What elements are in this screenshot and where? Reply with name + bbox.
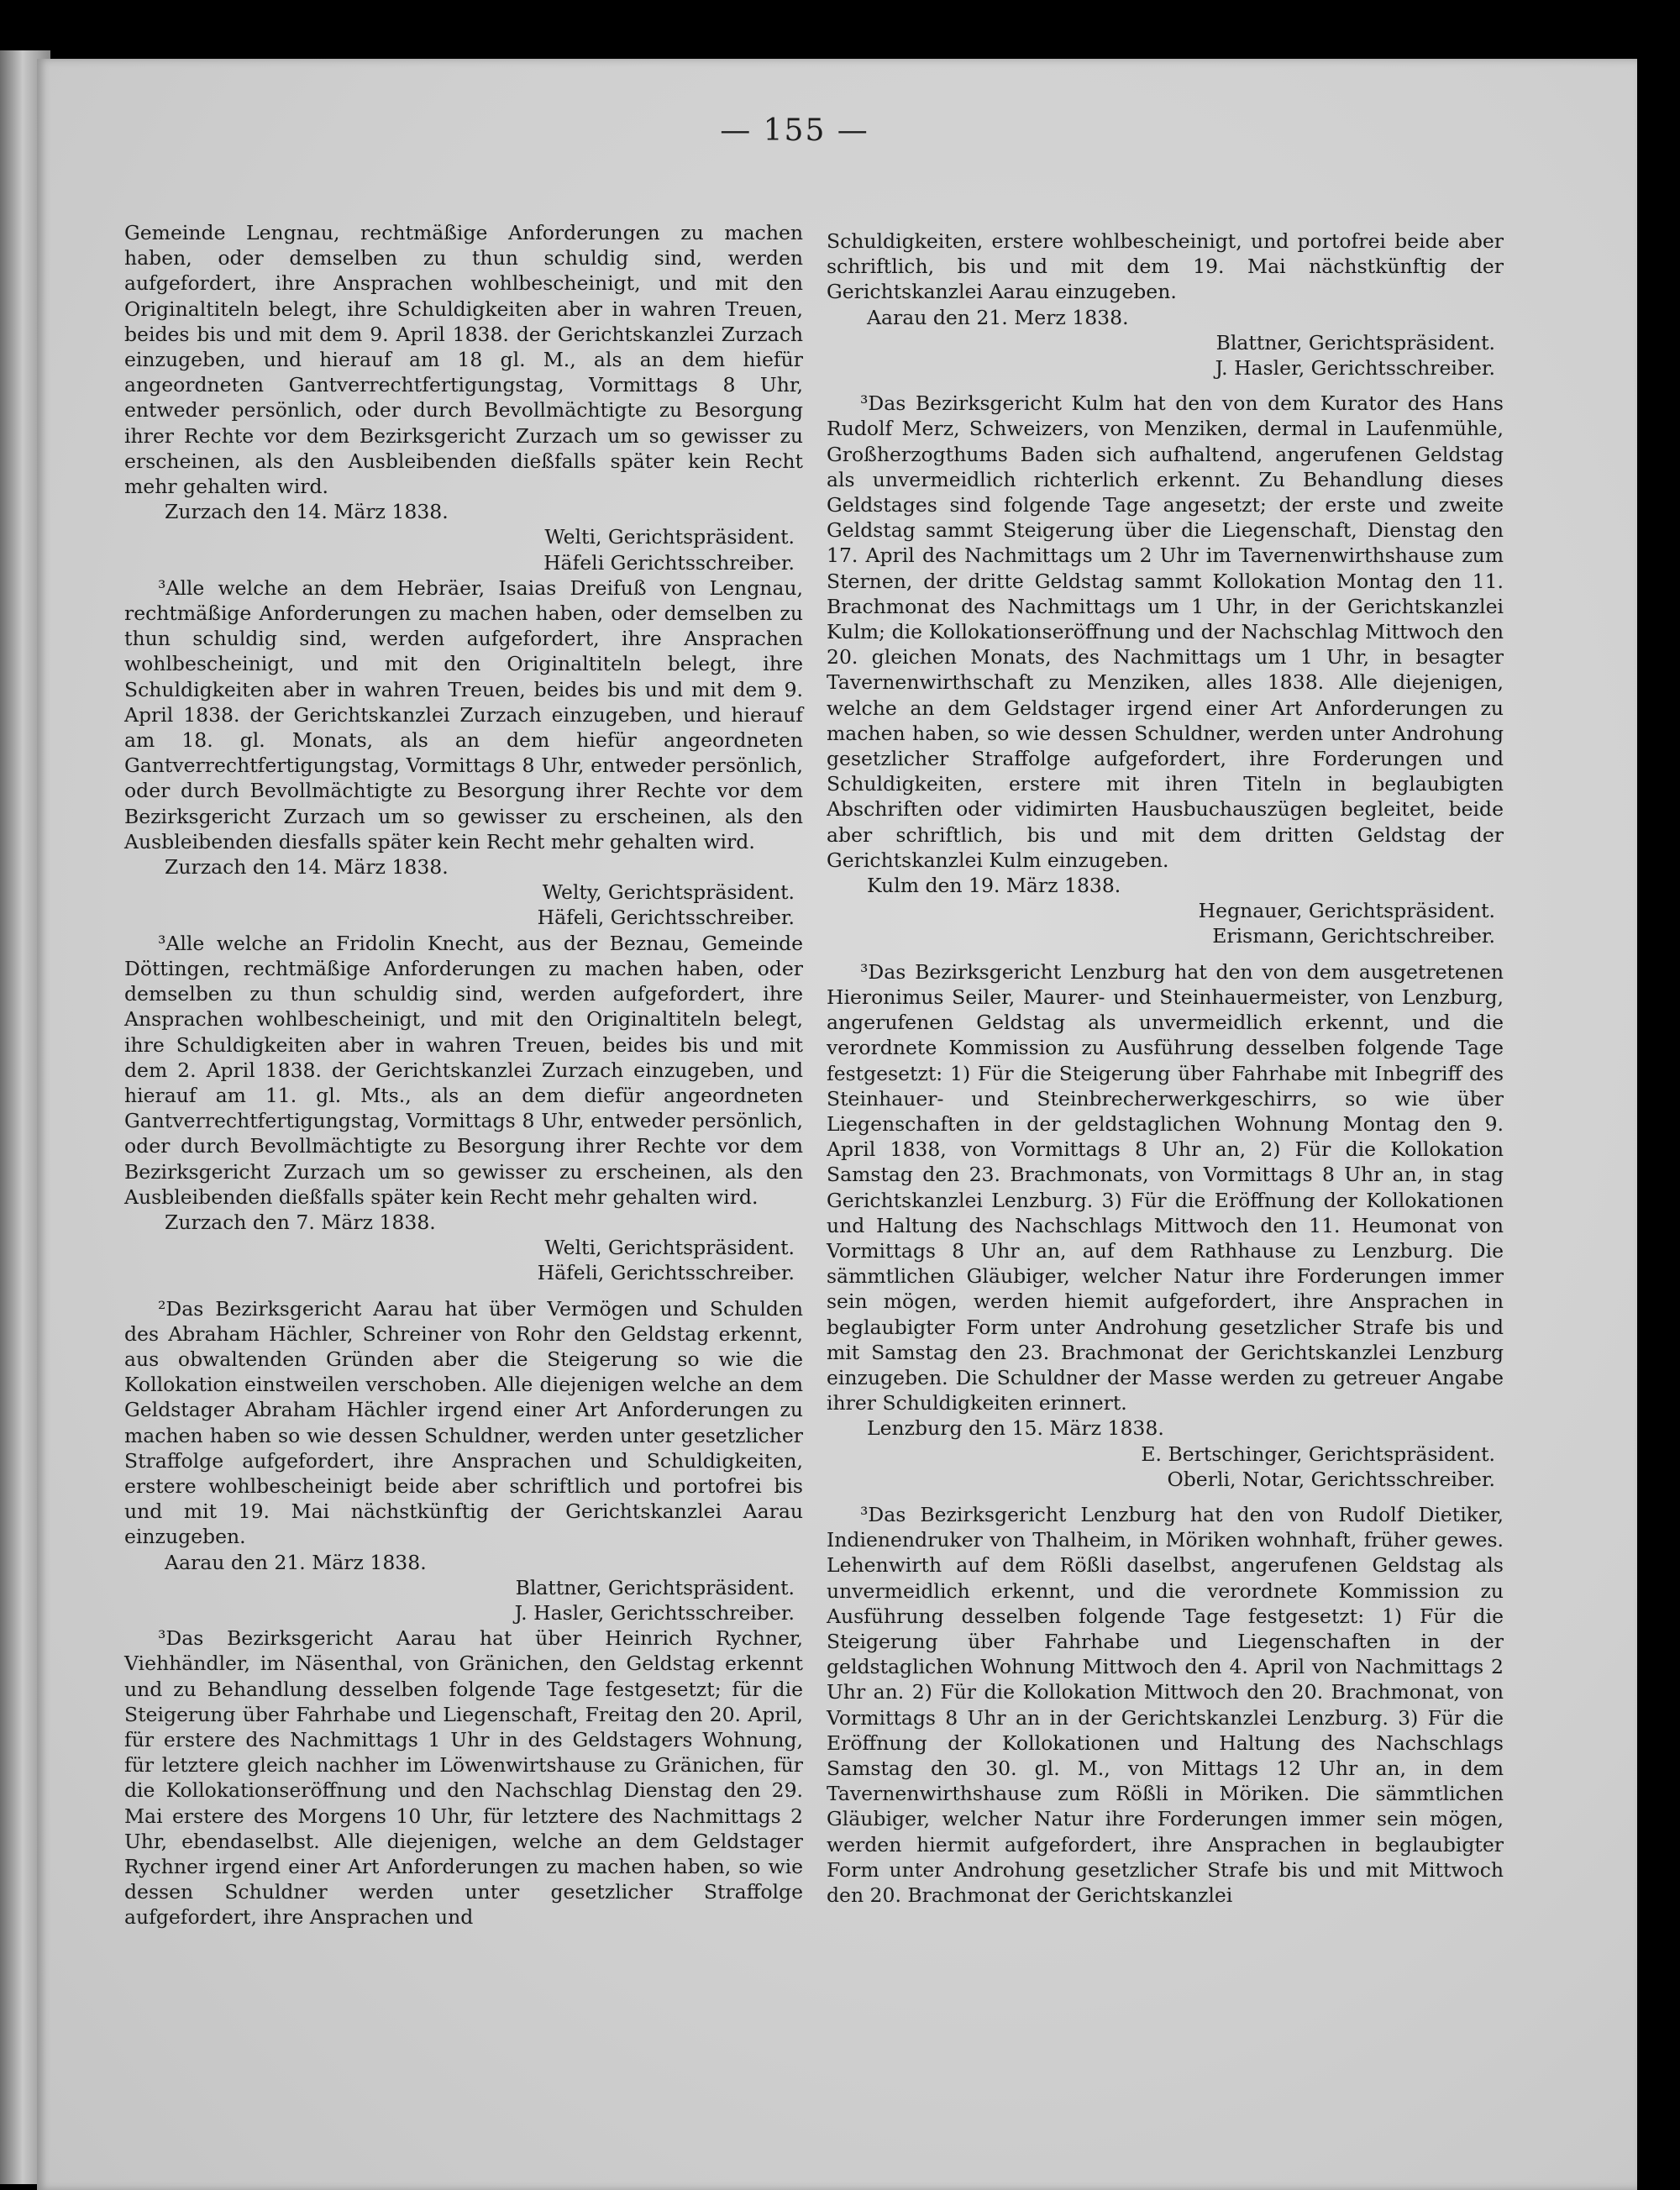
signature-clerk: Oberli, Notar, Gerichtsschreiber. <box>1167 1467 1495 1491</box>
notice-rychner-continued: Schuldigkeiten, erstere wohlbescheinigt, und portofrei beide aber schriftlich, bis und mit dem 19. Mai nächstkünftig der Gerichtskanzlei Aarau einzugeben. <box>827 229 1504 304</box>
notice-knecht: ³Alle welche an Fridolin Knecht, aus der Beznau, Gemeinde Döttingen, rechtmäßige Anforderungen zu machen haben, oder demselben zu thun schuldig sind, werden aufgefordert, ihre Ansprachen wohlbescheinigt, und mit den Originaltiteln belegt, ihre Schuldigkeiten aber in wahren Treuen, beides bis und mit dem 2. April 1838. der Gerichtskanzlei Zurzach einzugeben, und hierauf am 11. gl. Mts., als an dem diefür angeordneten Gantverrechtfertigungstag, Vormittags 8 Uhr, entweder persönlich, oder durch Bevollmächtigte zu Besorgung ihrer Rechte vor dem Bezirksgericht Zurzach um so gewisser zu erscheinen, als den Ausbleibenden dießfalls später kein Recht mehr gehalten wird. <box>124 931 803 1209</box>
left-column <box>124 220 803 1930</box>
signature-clerk: J. Hasler, Gerichtsschreiber. <box>1215 356 1495 381</box>
right-column <box>827 228 1504 1908</box>
signature-president: E. Bertschinger, Gerichtspräsident. <box>1141 1442 1495 1466</box>
notice-date: Lenzburg den 15. März 1838. <box>867 1416 1164 1441</box>
signature-president: Blattner, Gerichtspräsident. <box>515 1575 795 1599</box>
signature-clerk: Häfeli, Gerichtsschreiber. <box>537 906 795 930</box>
notice-date: Zurzach den 14. März 1838. <box>165 500 449 524</box>
signature-president: Welti, Gerichtspräsident. <box>544 1236 795 1260</box>
notice-lengnau-continued: Gemeinde Lengnau, rechtmäßige Anforderungen zu machen haben, oder demselben zu thun schuldig sind, werden aufgefordert, ihre Ansprachen wohlbescheinigt, und mit den Originaltiteln belegt, ihre Schuldigkeiten aber in wahren Treuen, beides bis und mit dem 9. April 1838. der Gerichtskanzlei Zurzach einzugeben, und hierauf am 18 gl. M., als an dem hiefür angeordneten Gantverrechtfertigungstag, Vormittags 8 Uhr, entweder persönlich, oder durch Bevollmächtigte zu Besorgung ihrer Rechte vor dem Bezirksgericht Zurzach um so gewisser zu erscheinen, als den Ausbleibenden dießfalls später kein Recht mehr gehalten wird. <box>124 221 803 499</box>
signature-clerk: Häfeli, Gerichtsschreiber. <box>537 1261 795 1285</box>
notice-date: Aarau den 21. März 1838. <box>165 1550 427 1574</box>
signature-clerk: Häfeli Gerichtsschreiber. <box>543 550 795 575</box>
signature-clerk: J. Hasler, Gerichtsschreiber. <box>514 1600 795 1625</box>
notice-rychner: ³Das Bezirksgericht Aarau hat über Heinrich Rychner, Viehhändler, im Näsenthal, von Gränichen, den Geldstag erkennt und zu Behandlung desselben folgende Tage festgesetzt; für die Steigerung über Fahrhabe und Liegenschaft, Freitag den 20. April, für erstere des Nachmittags 1 Uhr in des Geldstagers Wohnung, für letztere gleich nachher im Löwenwirtshause zu Gränichen, für die Kollokationseröffnung und den Nachschlag Dienstag den 29. Mai erstere des Morgens 10 Uhr, für letztere des Nachmittags 2 Uhr, ebendaselbst. Alle diejenigen, welche an dem Geldstager Rychner irgend einer Art Anforderungen zu machen haben, so wie dessen Schuldner werden unter gesetzlicher Straffolge aufgefordert, ihre Ansprachen und <box>124 1626 803 1930</box>
notice-merz: ³Das Bezirksgericht Kulm hat den von dem Kurator des Hans Rudolf Merz, Schweizers, von Menziken, dermal in Laufenmühle, Großherzogthums Baden sich aufhaltend, angerufenen Geldstag als unvermeidlich richterlich erkennt. Zu Behandlung dieses Geldstages sind folgende Tage angesetzt; der erste und zweite Geldstag sammt Steigerung über die Liegenschaft, Dienstag den 17. April des Nachmittags um 2 Uhr im Tavernenwirthshause zum Sternen, der dritte Geldstag sammt Kollokation Montag den 11. Brachmonat des Nachmittags um 1 Uhr, in der Gerichtskanzlei Kulm; die Kollokationseröffnung und der Nachschlag Mittwoch den 20. gleichen Monats, des Nachmittags um 1 Uhr, in besagter Tavernenwirthschaft zu Menziken, alles 1838. Alle diejenigen, welche an dem Geldstager irgend einer Art Anforderungen zu machen haben, so wie dessen Schuldner, werden unter Androhung gesetzlicher Straffolge aufgefordert, ihre Forderungen und Schuldigkeiten, erstere mit ihren Titeln in beglaubigten Abschriften oder vidimirten Hausbuchauszügen begleitet, beide aber schriftlich, bis und mit dem dritten Geldstag der Gerichtskanzlei Kulm einzugeben. <box>827 391 1504 872</box>
page-number: — 155 — <box>720 113 869 148</box>
notice-dreifuss: ³Alle welche an dem Hebräer, Isaias Dreifuß von Lengnau, rechtmäßige Anforderungen zu machen haben, oder demselben zu thun schuldig sind, werden aufgefordert, ihre Ansprachen wohlbescheinigt, und mit den Originaltiteln belegt, ihre Schuldigkeiten aber in wahren Treuen, beides bis und mit dem 9. April 1838. der Gerichtskanzlei Zurzach einzugeben, und hierauf am 18. gl. Monats, als an dem hiefür angeordneten Gantverrechtfertigungstag, Vormittags 8 Uhr, entweder persönlich, oder durch Bevollmächtigte zu Besorgung ihrer Rechte vor dem Bezirksgericht Zurzach um so gewisser zu erscheinen, als den Ausbleibenden diesfalls später kein Recht mehr gehalten wird. <box>124 575 803 853</box>
notice-seiler: ³Das Bezirksgericht Lenzburg hat den von dem ausgetretenen Hieronimus Seiler, Maurer- und Steinhauermeister, von Lenzburg, angerufenen Geldstag als unvermeidlich erkennt, und die verordnete Kommission zu Ausführung desselben folgende Tage festgesetzt: 1) Für die Steigerung über Fahrhabe mit Inbegriff des Steinhauer- und Steinbrecherwerkgeschirrs, so wie über Liegenschaften in der geldstaglichen Wohnung Montag den 9. April 1838, von Vormittags 8 Uhr an, 2) Für die Kollokation Samstag den 23. Brachmonats, von Vormittags 8 Uhr an, in stag Gerichtskanzlei Lenzburg. 3) Für die Eröffnung der Kollokationen und Haltung des Nachschlags Mittwoch den 11. Heumonat von Vormittags 8 Uhr an, auf dem Rathhause zu Lenzburg. Die sämmtlichen Gläubiger, welcher Natur ihre Forderungen immer sein mögen, werden hiemit aufgefordert, ihre Ansprachen in beglaubigter Form unter Androhung gesetzlicher Strafe bis und mit Samstag den 23. Brachmonat der Gerichtskanzlei Lenzburg einzugeben. Die Schuldner der Masse werden zu getreuer Angabe ihrer Schuldigkeiten erinnert. <box>827 959 1504 1415</box>
signature-president: Hegnauer, Gerichtspräsident. <box>1198 899 1495 923</box>
signature-president: Welti, Gerichtspräsident. <box>544 525 795 549</box>
signature-president: Welty, Gerichtspräsident. <box>542 880 795 905</box>
notice-date: Zurzach den 14. März 1838. <box>165 855 449 880</box>
notice-dietiker: ³Das Bezirksgericht Lenzburg hat den von Rudolf Dietiker, Indienendruker von Thalheim, in Möriken wohnhaft, früher gewes. Lehenwirth auf dem Rößli daselbst, angerufenen Geldstag als unvermeidlich erkennt, und die verordnete Kommission zu Ausführung desselben folgende Tage festgesetzt: 1) Für die Steigerung über Fahrhabe und Liegenschaften in der geldstaglichen Wohnung Mittwoch den 4. April von Nachmittags 2 Uhr an. 2) Für die Kollokation Mittwoch den 20. Brachmonat, von Vormittags 8 Uhr an in der Gerichtskanzlei Lenzburg. 3) Für die Eröffnung der Kollokationen und Haltung des Nachschlags Samstag den 30. gl. M., von Mittags 12 Uhr an, in dem Tavernenwirthshause zum Rößli in Möriken. Die sämmtlichen Gläubiger, welcher Natur ihre Forderungen immer sein mögen, werden hiermit aufgefordert, ihre Ansprachen in beglaubigter Form unter Androhung gesetzlicher Strafe bis und mit Mittwoch den 20. Brachmonat der Gerichtskanzlei <box>827 1502 1504 1907</box>
notice-date: Zurzach den 7. März 1838. <box>165 1210 436 1234</box>
notice-date: Kulm den 19. März 1838. <box>867 874 1121 898</box>
notice-date: Aarau den 21. Merz 1838. <box>867 305 1129 329</box>
signature-clerk: Erismann, Gerichtschreiber. <box>1212 924 1495 948</box>
signature-president: Blattner, Gerichtspräsident. <box>1215 330 1495 354</box>
notice-haechler: ²Das Bezirksgericht Aarau hat über Vermögen und Schulden des Abraham Hächler, Schreiner von Rohr den Geldstag erkennt, aus obwaltenden Gründen aber die Steigerung so wie die Kollokation einstweilen verschoben. Alle diejenigen welche an dem Geldstager Abraham Hächler irgend einer Art Anforderungen zu machen haben so wie dessen Schuldner, werden unter gesetzlicher Straffolge aufgefordert, ihre Ansprachen und Schuldigkeiten, erstere wohlbescheinigt beide aber schriftlich und portofrei bis und mit 19. Mai nächstkünftig der Gerichtskanzlei Aarau einzugeben. <box>124 1296 803 1549</box>
